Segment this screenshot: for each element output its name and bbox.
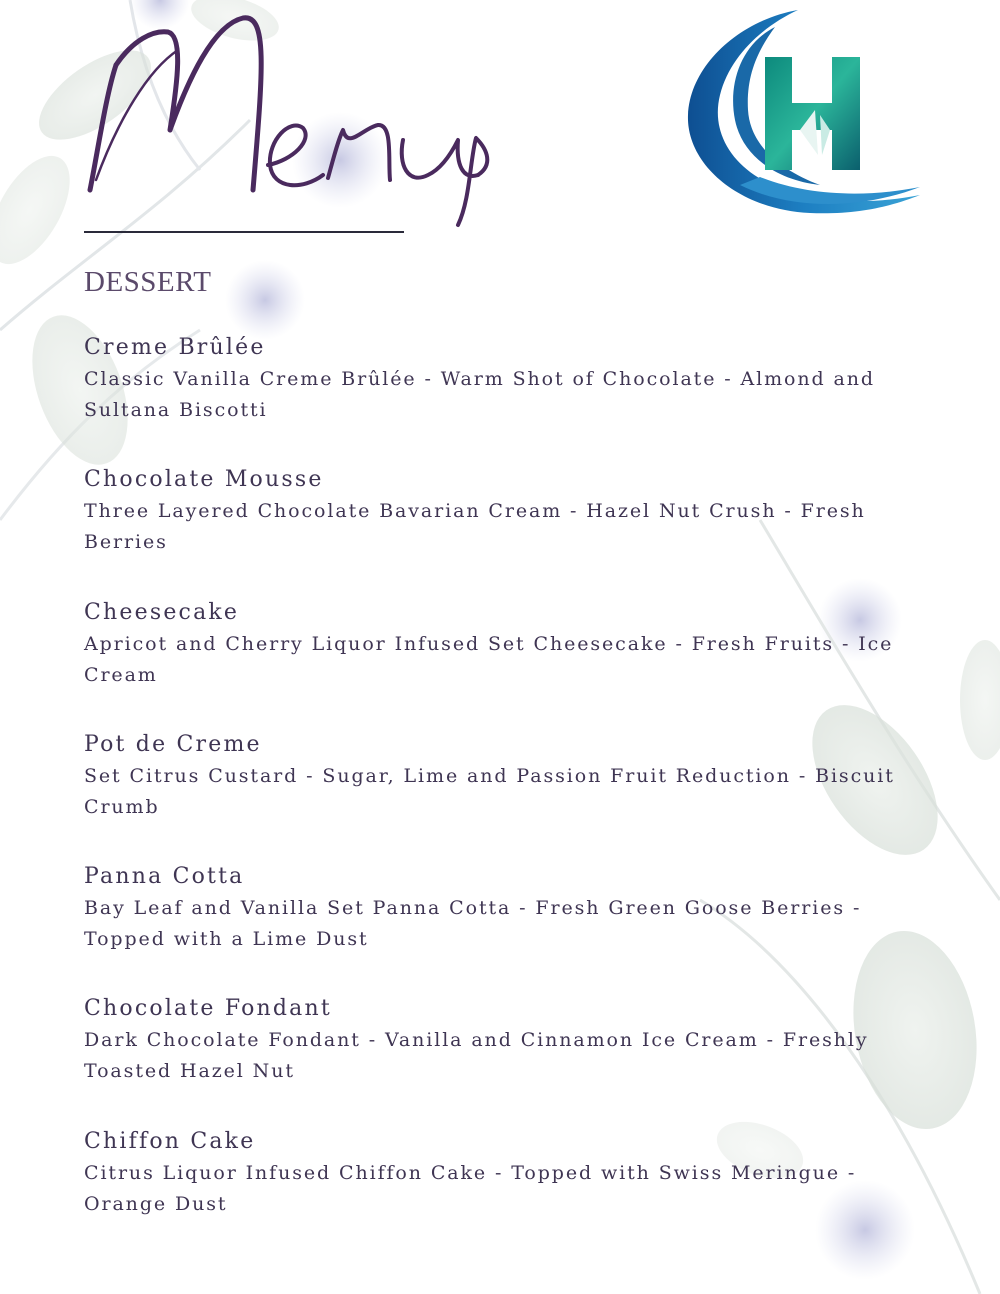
item-name: Chocolate Mousse xyxy=(84,467,324,492)
item-name: Chocolate Fondant xyxy=(84,996,332,1021)
menu-item xyxy=(84,993,934,1087)
item-description: Classic Vanilla Creme Brûlée - Warm Shot of Chocolate - Almond and Sultana Biscotti xyxy=(84,368,875,421)
menu-script-title xyxy=(78,0,508,235)
item-name: Panna Cotta xyxy=(84,864,245,889)
menu-item xyxy=(84,861,934,955)
item-name: Cheesecake xyxy=(84,600,240,625)
title-underline xyxy=(84,231,404,233)
menu-item xyxy=(84,597,934,691)
item-description: Citrus Liquor Infused Chiffon Cake - Topped with Swiss Meringue - Orange Dust xyxy=(84,1162,857,1215)
item-description: Set Citrus Custard - Sugar, Lime and Passion Fruit Reduction - Biscuit Crumb xyxy=(84,765,895,818)
item-name: Pot de Creme xyxy=(84,732,262,757)
menu-item xyxy=(84,464,934,558)
section-heading: DESSERT xyxy=(84,266,212,298)
item-description: Three Layered Chocolate Bavarian Cream - Hazel Nut Crush - Fresh Berries xyxy=(84,500,866,553)
item-name: Creme Brûlée xyxy=(84,335,266,360)
h-wave-logo-icon xyxy=(680,5,930,220)
menu-item xyxy=(84,729,934,823)
item-description: Dark Chocolate Fondant - Vanilla and Cinnamon Ice Cream - Freshly Toasted Hazel Nut xyxy=(84,1029,869,1082)
item-name: Chiffon Cake xyxy=(84,1129,256,1154)
menu-item xyxy=(84,332,934,426)
item-description: Apricot and Cherry Liquor Infused Set Cheesecake - Fresh Fruits - Ice Cream xyxy=(84,633,894,686)
menu-item xyxy=(84,1126,934,1220)
item-description: Bay Leaf and Vanilla Set Panna Cotta - Fresh Green Goose Berries - Topped with a Lime Dust xyxy=(84,897,862,950)
